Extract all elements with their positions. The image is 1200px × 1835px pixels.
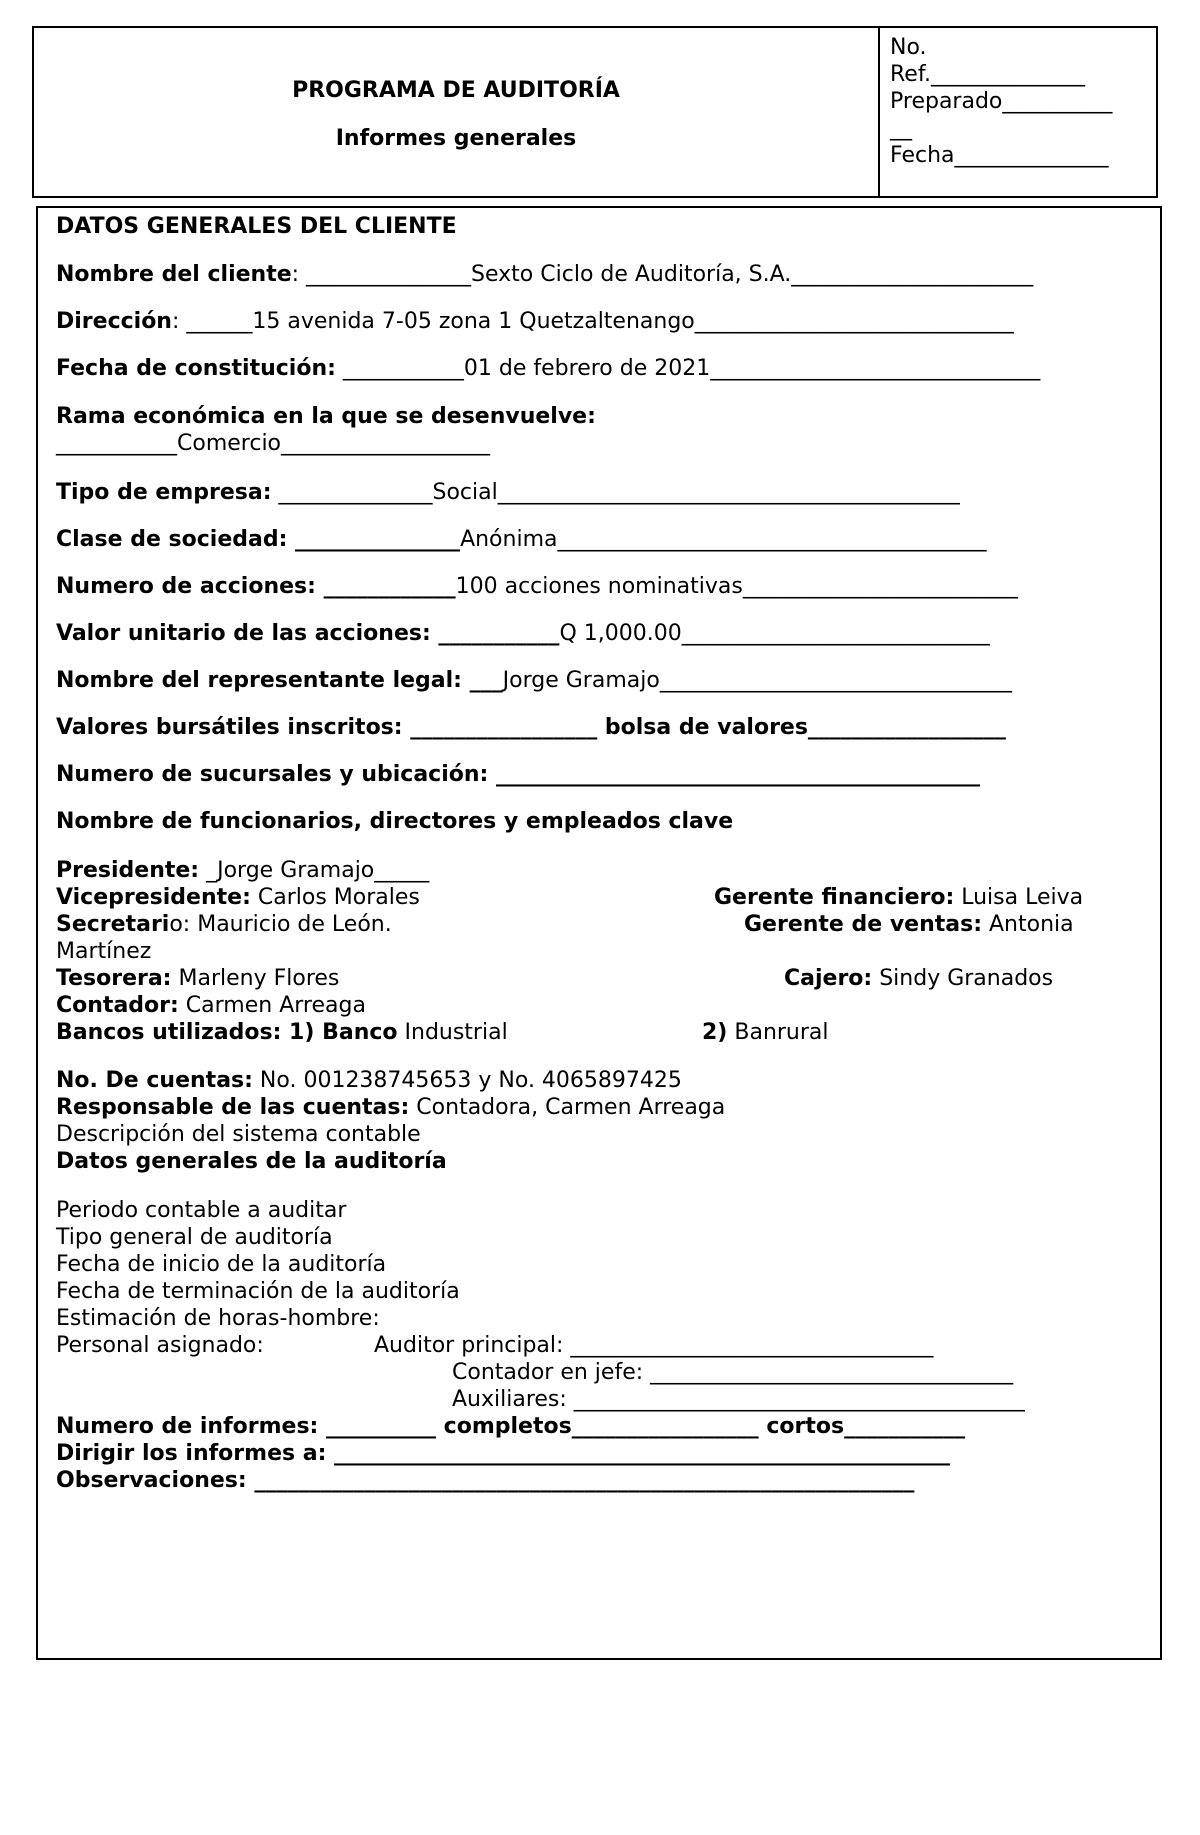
numero-informes-row: Numero de informes: __________ completos_________________ cortos___________ bbox=[56, 1414, 966, 1439]
representante-value: Jorge Gramajo________________________________ bbox=[502, 668, 1012, 693]
valores-bursatiles-row: Valores bursátiles inscritos: _________________ bolsa de valores__________________ bbox=[56, 715, 1006, 740]
sucursales-row: Numero de sucursales y ubicación: ____________________________________________ bbox=[56, 762, 980, 787]
nombre-cliente-row bbox=[56, 262, 1033, 287]
sistema-contable: Descripción del sistema contable bbox=[56, 1122, 421, 1147]
tipo-empresa-row bbox=[56, 480, 960, 505]
clase-sociedad-value: Anónima_______________________________________ bbox=[460, 527, 987, 552]
valor-acciones-label: Valor unitario de las acciones: bbox=[56, 621, 431, 646]
cuentas-label: No. De cuentas: bbox=[56, 1068, 253, 1093]
acciones-blank: ____________ bbox=[315, 574, 456, 599]
gerente-financiero-value: Luisa Leiva bbox=[954, 885, 1084, 910]
direccion-value: 15 avenida 7-05 zona 1 Quetzaltenango_____________________________ bbox=[252, 309, 1014, 334]
presidente-value: _Jorge Gramajo_____ bbox=[199, 858, 430, 883]
vicepresidente-label: Vicepresidente: bbox=[56, 885, 251, 910]
auxiliares-field: Auxiliares: _________________________________________ bbox=[452, 1387, 1025, 1412]
preparado-field: Preparado__________ bbox=[890, 89, 1113, 114]
contador-row bbox=[56, 993, 366, 1018]
gerente-ventas-row bbox=[744, 912, 1074, 937]
section-title-cliente: DATOS GENERALES DEL CLIENTE bbox=[56, 214, 457, 239]
funcionarios-title: Nombre de funcionarios, directores y empleados clave bbox=[56, 809, 734, 834]
rama-label: Rama económica en la que se desenvuelve: bbox=[56, 404, 596, 429]
cajero-label: Cajero: bbox=[784, 966, 873, 991]
gerente-ventas-value: Antonia bbox=[982, 912, 1074, 937]
auditor-principal-field: Auditor principal: _________________________________ bbox=[374, 1333, 934, 1358]
cajero-value: Sindy Granados bbox=[872, 966, 1054, 991]
responsable-label: Responsable de las cuentas: bbox=[56, 1095, 410, 1120]
presidente-label: Presidente: bbox=[56, 858, 200, 883]
acciones-value: 100 acciones nominativas_________________________ bbox=[455, 574, 1018, 599]
acciones-row bbox=[56, 574, 1018, 599]
direccion-colon: : ______ bbox=[171, 309, 253, 334]
secretario-value: o: Mauricio de León. bbox=[169, 912, 392, 937]
banco2-label: 2) bbox=[702, 1020, 728, 1045]
rama-value: ___________Comercio___________________ bbox=[56, 431, 491, 456]
personal-asignado-label: Personal asignado: bbox=[56, 1333, 264, 1358]
tipo-empresa-label: Tipo de empresa: bbox=[56, 480, 272, 505]
cuentas-value: No. 001238745653 y No. 4065897425 bbox=[252, 1068, 682, 1093]
tesorera-row bbox=[56, 966, 339, 991]
dirigir-informes-row: Dirigir los informes a: ________________________________________________________ bbox=[56, 1441, 951, 1466]
bancos-value: Industrial bbox=[397, 1020, 508, 1045]
secretario-label: Secretari bbox=[56, 912, 170, 937]
acciones-label: Numero de acciones: bbox=[56, 574, 316, 599]
ref-field: Ref.______________ bbox=[890, 62, 1085, 87]
fecha-constitucion-row bbox=[56, 356, 1040, 381]
gerente-financiero-label: Gerente financiero: bbox=[714, 885, 955, 910]
tesorera-label: Tesorera: bbox=[56, 966, 172, 991]
responsable-row bbox=[56, 1095, 725, 1120]
auditoria-title: Datos generales de la auditoría bbox=[56, 1149, 447, 1174]
tesorera-value: Marleny Flores bbox=[171, 966, 340, 991]
nombre-cliente-label: Nombre del cliente bbox=[56, 262, 292, 287]
vicepresidente-value: Carlos Morales bbox=[250, 885, 420, 910]
fecha-field: Fecha______________ bbox=[890, 143, 1109, 168]
page-subtitle: Informes generales bbox=[335, 126, 577, 151]
valor-acciones-blank: ___________ bbox=[430, 621, 560, 646]
clase-sociedad-row bbox=[56, 527, 986, 552]
banco2-row bbox=[702, 1020, 829, 1045]
contador-value: Carmen Arreaga bbox=[178, 993, 366, 1018]
nombre-cliente-value: Sexto Ciclo de Auditoría, S.A.______________________ bbox=[471, 262, 1034, 287]
observaciones-row: Observaciones: ____________________________________________________________ bbox=[56, 1468, 915, 1493]
tipo-empresa-value: ______________Social__________________________________________ bbox=[271, 480, 960, 505]
fecha-constitucion-blank: ___________ bbox=[335, 356, 464, 381]
clase-sociedad-blank: _______________ bbox=[287, 527, 461, 552]
cajero-row bbox=[784, 966, 1053, 991]
banco2-value: Banrural bbox=[727, 1020, 829, 1045]
periodo-contable: Periodo contable a auditar bbox=[56, 1198, 347, 1223]
preparado-wrap: __ bbox=[890, 116, 912, 141]
main-form-box bbox=[36, 206, 1162, 1660]
bancos-label: Bancos utilizados: 1) Banco bbox=[56, 1020, 398, 1045]
representante-blank: ___ bbox=[461, 668, 503, 693]
secretario-wrap: Martínez bbox=[56, 939, 152, 964]
representante-row bbox=[56, 668, 1012, 693]
header-title-cell bbox=[34, 28, 880, 196]
bancos-row bbox=[56, 1020, 508, 1045]
header-box bbox=[32, 26, 1158, 198]
horas-hombre: Estimación de horas-hombre: bbox=[56, 1306, 380, 1331]
presidente-row bbox=[56, 858, 429, 883]
responsable-value: Contadora, Carmen Arreaga bbox=[409, 1095, 726, 1120]
clase-sociedad-label: Clase de sociedad: bbox=[56, 527, 288, 552]
contador-jefe-field: Contador en jefe: _________________________________ bbox=[452, 1360, 1014, 1385]
fecha-constitucion-label: Fecha de constitución: bbox=[56, 356, 336, 381]
direccion-row bbox=[56, 309, 1014, 334]
no-field: No. bbox=[890, 35, 927, 60]
page-title: PROGRAMA DE AUDITORÍA bbox=[292, 78, 620, 103]
fecha-inicio: Fecha de inicio de la auditoría bbox=[56, 1252, 387, 1277]
direccion-label: Dirección bbox=[56, 309, 172, 334]
gerente-ventas-label: Gerente de ventas: bbox=[744, 912, 983, 937]
cuentas-row bbox=[56, 1068, 682, 1093]
valor-acciones-value: Q 1,000.00____________________________ bbox=[559, 621, 990, 646]
secretario-row bbox=[56, 912, 392, 937]
fecha-terminacion: Fecha de terminación de la auditoría bbox=[56, 1279, 460, 1304]
vicepresidente-row bbox=[56, 885, 420, 910]
fecha-constitucion-value: 01 de febrero de 2021______________________________ bbox=[463, 356, 1041, 381]
header-meta bbox=[890, 34, 1150, 169]
contador-label: Contador: bbox=[56, 993, 179, 1018]
valor-acciones-row bbox=[56, 621, 990, 646]
tipo-auditoria: Tipo general de auditoría bbox=[56, 1225, 333, 1250]
nombre-cliente-colon: : _______________ bbox=[291, 262, 472, 287]
gerente-financiero-row bbox=[714, 885, 1083, 910]
representante-label: Nombre del representante legal: bbox=[56, 668, 462, 693]
